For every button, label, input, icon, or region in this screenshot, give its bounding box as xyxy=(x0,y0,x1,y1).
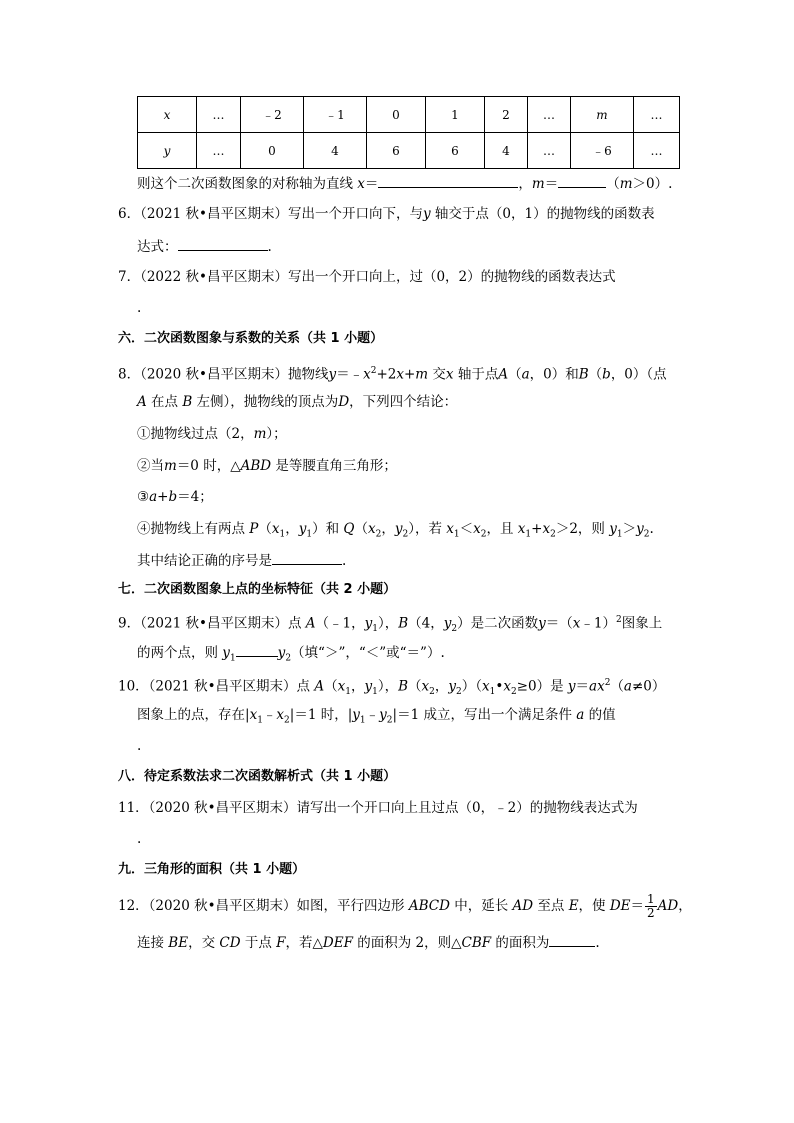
q11-line2 xyxy=(137,829,141,849)
var: x xyxy=(368,521,376,537)
var: y xyxy=(364,615,373,632)
fraction-numerator: 1 xyxy=(647,892,655,906)
text: （4， xyxy=(408,615,444,632)
text: （ xyxy=(508,366,522,383)
subscript: 2 xyxy=(643,529,650,540)
text: 图象上的点，存在| xyxy=(137,707,250,723)
var: m xyxy=(253,426,267,442)
text: + xyxy=(531,521,543,537)
text: 左侧），抛物线的顶点为 xyxy=(192,394,339,410)
text: ＞0）. xyxy=(632,176,673,192)
var: CD xyxy=(219,935,241,951)
text: 图象上 xyxy=(621,615,663,632)
text: ， xyxy=(678,898,692,914)
subscript: 2 xyxy=(451,624,458,635)
text: . xyxy=(649,521,654,537)
var: a xyxy=(576,707,585,723)
var: x xyxy=(337,678,346,695)
text: 8．（2020 秋•昌平区期末）抛物线 xyxy=(118,366,329,383)
text: ，0）（点 xyxy=(610,366,667,383)
text: ﹣1） xyxy=(580,615,616,632)
text: . xyxy=(267,239,272,255)
text: ≠0） xyxy=(631,678,666,695)
text: ＝（ xyxy=(545,615,573,632)
var: AD xyxy=(512,898,534,914)
var: D xyxy=(338,394,350,410)
text: ，下列四个结论： xyxy=(349,394,458,410)
var: DE xyxy=(609,898,631,914)
text: |＝1 成立，写出一个满足条件 xyxy=(392,707,577,723)
text: （ xyxy=(354,521,368,537)
var: F xyxy=(276,935,286,951)
text: 其中结论正确的序号是 xyxy=(137,553,272,569)
text: ＝ xyxy=(575,678,590,695)
answer-blank[interactable] xyxy=(549,932,595,947)
answer-blank[interactable] xyxy=(378,173,518,188)
text: |＝1 时，| xyxy=(289,707,353,723)
table-cell: 0 xyxy=(367,97,426,133)
table-cell: 2 xyxy=(485,97,528,133)
var: y xyxy=(364,678,373,695)
var: x xyxy=(481,678,490,695)
text: 轴交于点（0，1）的抛物线的函数表 xyxy=(430,206,655,222)
subscript: 1 xyxy=(489,687,496,698)
q8-conclusion-1 xyxy=(137,424,287,444)
text: ）； xyxy=(266,426,287,442)
table-cell: 4 xyxy=(304,133,367,169)
text: ③ xyxy=(137,489,150,505)
subscript: 2 xyxy=(285,653,292,664)
var: E xyxy=(568,898,579,914)
var: x xyxy=(276,707,285,723)
text: ＝ xyxy=(630,898,645,914)
var: CBF xyxy=(461,935,492,951)
text: ﹣ xyxy=(262,707,277,723)
q8-conclusion-2 xyxy=(137,456,397,476)
text: ）， xyxy=(377,678,399,695)
text: 在点 xyxy=(146,394,183,410)
text: +2 xyxy=(376,366,397,383)
text: （填“＞”，“＜”或“＝”）. xyxy=(291,645,445,661)
var: x xyxy=(357,176,365,192)
section-heading-9: 九．三角形的面积（共 1 小题） xyxy=(118,862,306,877)
var: x xyxy=(473,521,481,537)
text: ）（ xyxy=(461,678,482,695)
text: ＝0 时，△ xyxy=(176,458,241,474)
q10-line3 xyxy=(137,736,141,756)
var: A xyxy=(305,615,316,632)
text: • xyxy=(495,678,504,695)
text: ）是二次函数 xyxy=(457,615,539,632)
var: x xyxy=(271,521,280,537)
text: ＝ xyxy=(364,176,379,192)
var: y xyxy=(352,707,360,723)
text: ＜ xyxy=(459,521,474,537)
q8-answer-line xyxy=(137,550,346,571)
var: x xyxy=(445,366,454,383)
text: 中，延长 xyxy=(449,898,513,914)
text: ，交 xyxy=(188,935,220,951)
exponent: 2 xyxy=(615,615,622,625)
table-cell: ﹣1 xyxy=(304,97,367,133)
var: P xyxy=(249,521,259,537)
subscript: 1 xyxy=(345,687,351,698)
text: ， xyxy=(518,176,532,192)
var: x xyxy=(572,615,581,632)
subscript: 1 xyxy=(372,624,378,635)
text: ）， xyxy=(377,615,399,632)
text: 于点 xyxy=(240,935,277,951)
table-row-x xyxy=(138,97,680,133)
text: ， xyxy=(434,678,449,695)
var: y xyxy=(379,707,387,723)
var: x xyxy=(421,678,430,695)
text: + xyxy=(403,366,416,383)
var: y xyxy=(328,366,337,383)
text: ＞2，则 xyxy=(555,521,610,537)
text: （ xyxy=(610,678,624,695)
text: （ xyxy=(588,366,603,383)
exponent: 2 xyxy=(604,678,611,688)
var: m xyxy=(619,176,633,192)
text: 的值 xyxy=(584,707,616,723)
text: + xyxy=(157,489,169,505)
text: 7．（2022 秋•昌平区期末）写出一个开口向上，过（0，2）的抛物线的函数表达式 xyxy=(118,269,616,285)
q5-tail-line xyxy=(137,173,672,194)
subscript: 2 xyxy=(375,529,382,540)
var: DEF xyxy=(322,935,353,951)
q12-line2 xyxy=(137,932,600,953)
section-heading-8: 八．待定系数法求二次函数解析式（共 1 小题） xyxy=(118,769,397,784)
var: m xyxy=(415,366,429,383)
var: a xyxy=(623,678,632,695)
xy-value-table xyxy=(137,96,680,169)
q8-line1 xyxy=(118,361,667,385)
text: 6．（2021 秋•昌平区期末）写出一个开口向下，与 xyxy=(118,206,423,222)
text: 12．（2020 秋•昌平区期末）如图，平行四边形 xyxy=(118,898,409,914)
text: （ xyxy=(606,176,620,192)
var: y xyxy=(298,521,307,537)
var: AD xyxy=(657,898,679,914)
q11-line1 xyxy=(118,798,638,818)
var: y xyxy=(636,521,644,537)
var: x xyxy=(517,521,526,537)
text: ①抛物线过点（2， xyxy=(137,426,254,442)
q6-line2 xyxy=(137,236,272,257)
text: 的面积为 xyxy=(491,935,550,951)
text: ，使 xyxy=(578,898,610,914)
text: . xyxy=(595,935,600,951)
table-cell: 4 xyxy=(485,133,528,169)
text: 9．（2021 秋•昌平区期末）点 xyxy=(118,615,306,632)
exponent: 2 xyxy=(370,366,377,376)
table-cell: 6 xyxy=(426,133,485,169)
var: x xyxy=(446,521,454,537)
text: ， xyxy=(350,678,365,695)
text: ， xyxy=(381,521,395,537)
var: B xyxy=(398,678,408,695)
text: ＞ xyxy=(622,521,637,537)
var: y xyxy=(609,521,617,537)
subscript: 1 xyxy=(279,529,286,540)
var: a xyxy=(521,366,530,383)
var: ABCD xyxy=(408,898,450,914)
fraction-denominator: 2 xyxy=(647,906,655,920)
var: Q xyxy=(343,521,355,537)
subscript: 1 xyxy=(525,529,532,540)
text: ）和 xyxy=(312,521,344,537)
answer-blank[interactable] xyxy=(236,642,278,657)
subscript: 2 xyxy=(429,687,435,698)
text: ，0）和 xyxy=(529,366,579,383)
subscript: 2 xyxy=(402,529,409,540)
table-cell: m xyxy=(571,97,634,133)
var: B xyxy=(182,394,193,410)
subscript: 2 xyxy=(284,715,290,726)
var: y xyxy=(538,615,546,632)
text: ＝ xyxy=(544,176,559,192)
text: . xyxy=(137,738,142,754)
var: x xyxy=(503,678,511,695)
var: y xyxy=(277,645,286,661)
var: y xyxy=(394,521,403,537)
text: ），若 xyxy=(408,521,447,537)
subscript: 2 xyxy=(456,687,462,698)
answer-blank[interactable] xyxy=(178,236,268,251)
section-heading-6: 六．二次函数图象与系数的关系（共 1 小题） xyxy=(118,331,384,346)
text: ，且 xyxy=(486,521,518,537)
text: . xyxy=(342,553,347,569)
table-cell: 6 xyxy=(367,133,426,169)
fraction xyxy=(645,893,657,920)
subscript: 1 xyxy=(453,529,460,540)
text: 的面积为 2，则△ xyxy=(352,935,462,951)
table-cell: … xyxy=(528,133,571,169)
var: m xyxy=(164,458,177,474)
var: x xyxy=(249,707,258,723)
var: b xyxy=(168,489,178,505)
subscript: 1 xyxy=(359,715,366,726)
subscript: 1 xyxy=(616,529,623,540)
var: a xyxy=(149,489,158,505)
var: ax xyxy=(589,678,605,695)
table-cell: 1 xyxy=(426,97,485,133)
var: x xyxy=(363,366,371,383)
var: x xyxy=(542,521,551,537)
q6-line1 xyxy=(118,204,655,224)
text: ， xyxy=(285,521,299,537)
subscript: 1 xyxy=(306,529,313,540)
q8-conclusion-3 xyxy=(137,487,213,507)
var: A xyxy=(498,366,509,383)
text: 的两个点，则 xyxy=(137,645,223,661)
q7-line1 xyxy=(118,267,616,287)
var: y xyxy=(222,645,230,661)
subscript: 2 xyxy=(480,529,487,540)
text: （﹣1， xyxy=(315,615,365,632)
q8-conclusion-4 xyxy=(137,519,654,545)
q8-line2 xyxy=(137,392,457,412)
text: ④抛物线上有两点 xyxy=(137,521,250,537)
var: y xyxy=(567,678,576,695)
subscript: 2 xyxy=(550,529,556,540)
table-cell: … xyxy=(197,133,241,169)
answer-blank[interactable] xyxy=(272,550,342,565)
text: ②当 xyxy=(137,458,164,474)
var: A xyxy=(137,394,147,410)
section-heading-7: 七．二次函数图象上点的坐标特征（共 2 小题） xyxy=(118,582,397,597)
subscript: 1 xyxy=(229,653,236,664)
var: B xyxy=(578,366,589,383)
text: （ xyxy=(258,521,272,537)
table-cell: … xyxy=(634,133,680,169)
var: BE xyxy=(168,935,189,951)
text: ﹣ xyxy=(365,707,380,723)
var: x xyxy=(396,366,404,383)
text: 10．（2021 秋•昌平区期末）点 xyxy=(118,678,315,695)
text: 至点 xyxy=(533,898,569,914)
subscript: 1 xyxy=(372,687,378,698)
table-cell: ﹣2 xyxy=(241,97,304,133)
var: m xyxy=(531,176,545,192)
q10-line2 xyxy=(137,705,616,731)
table-cell: … xyxy=(634,97,680,133)
text: （ xyxy=(408,678,422,695)
table-cell: … xyxy=(197,97,241,133)
text: 达式： xyxy=(137,239,178,255)
text: . xyxy=(137,300,142,316)
text: ≥0）是 xyxy=(516,678,568,695)
q7-line2 xyxy=(137,298,141,318)
text: . xyxy=(137,831,142,847)
var: ABD xyxy=(240,458,272,474)
text: ，若△ xyxy=(285,935,323,951)
text: ＝﹣ xyxy=(336,366,364,383)
table-row-y xyxy=(138,133,680,169)
text: 交 xyxy=(428,366,446,383)
table-cell: y xyxy=(138,133,197,169)
var: y xyxy=(448,678,456,695)
text: 则这个二次函数图象的对称轴为直线 xyxy=(137,176,358,192)
var: y xyxy=(422,206,431,222)
table-cell: x xyxy=(138,97,197,133)
text: 轴于点 xyxy=(453,366,499,383)
text: 11．（2020 秋•昌平区期末）请写出一个开口向上且过点（0，﹣2）的抛物线表达式为 xyxy=(118,800,638,816)
var: B xyxy=(398,615,409,632)
q9-line1 xyxy=(118,610,662,639)
q10-line1 xyxy=(118,673,665,702)
subscript: 2 xyxy=(386,715,393,726)
text: （ xyxy=(324,678,338,695)
table-cell: ﹣6 xyxy=(571,133,634,169)
answer-blank[interactable] xyxy=(558,173,606,188)
var: y xyxy=(443,615,452,632)
var: A xyxy=(314,678,325,695)
text: ＝4； xyxy=(177,489,213,505)
text: 连接 xyxy=(137,935,169,951)
var: b xyxy=(602,366,611,383)
q12-line1 xyxy=(118,893,692,920)
q9-line2 xyxy=(137,642,445,669)
subscript: 1 xyxy=(257,715,263,726)
subscript: 2 xyxy=(510,687,517,698)
table-cell: 0 xyxy=(241,133,304,169)
table-cell: … xyxy=(528,97,571,133)
text: 是等腰直角三角形； xyxy=(271,458,397,474)
